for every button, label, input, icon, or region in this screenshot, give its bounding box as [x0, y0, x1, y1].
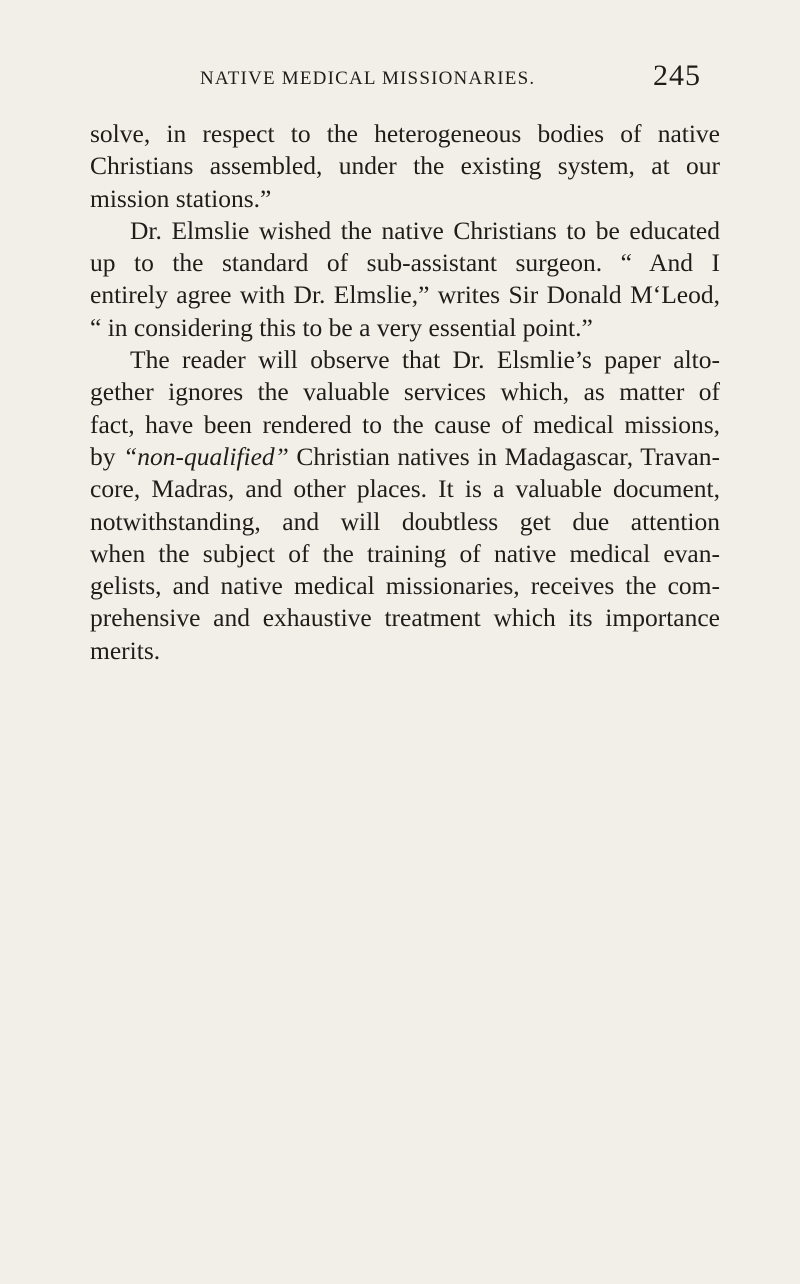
text-line: core, Madras, and other places. It is a valuable document, [90, 474, 720, 504]
paragraph-start-line: The reader will observe that Dr. Elsmlie’s paper alto- [130, 345, 720, 375]
emphasized-text: “non-qualified” [123, 441, 289, 471]
text-line: entirely agree with Dr. Elmslie,” writes Sir Donald M‘Leod, [90, 280, 720, 310]
text-line: prehensive and exhaustive treatment which its importance [90, 603, 720, 633]
text-line: merits. [90, 635, 161, 665]
running-head: NATIVE MEDICAL MISSIONARIES. [200, 68, 536, 89]
text-line: gelists, and native medical missionaries, receives the com- [90, 571, 720, 601]
page-number: 245 [653, 59, 701, 92]
text-line: solve, in respect to the heterogeneous bodies of native [90, 119, 720, 148]
body-text [90, 118, 720, 667]
paragraph-start-line: Dr. Elmslie wished the native Christians to be educated [130, 215, 720, 245]
text-segment: by [90, 441, 124, 471]
text-line-with-emphasis [90, 441, 720, 473]
text-segment: Christian natives in Madagascar, Travan- [288, 441, 721, 471]
text-line: mission stations.” [90, 183, 272, 213]
text-line: “ in considering this to be a very essential point.” [90, 312, 593, 342]
text-line: up to the standard of sub-assistant surgeon. “ And I [90, 248, 720, 278]
text-line: gether ignores the valuable services which, as matter of [90, 377, 720, 407]
text-line: fact, have been rendered to the cause of medical missions, [90, 409, 720, 439]
text-line: when the subject of the training of native medical evan- [90, 538, 720, 568]
text-line: notwithstanding, and will doubtless get due attention [90, 506, 720, 536]
text-line: Christians assembled, under the existing system, at our [90, 151, 720, 181]
